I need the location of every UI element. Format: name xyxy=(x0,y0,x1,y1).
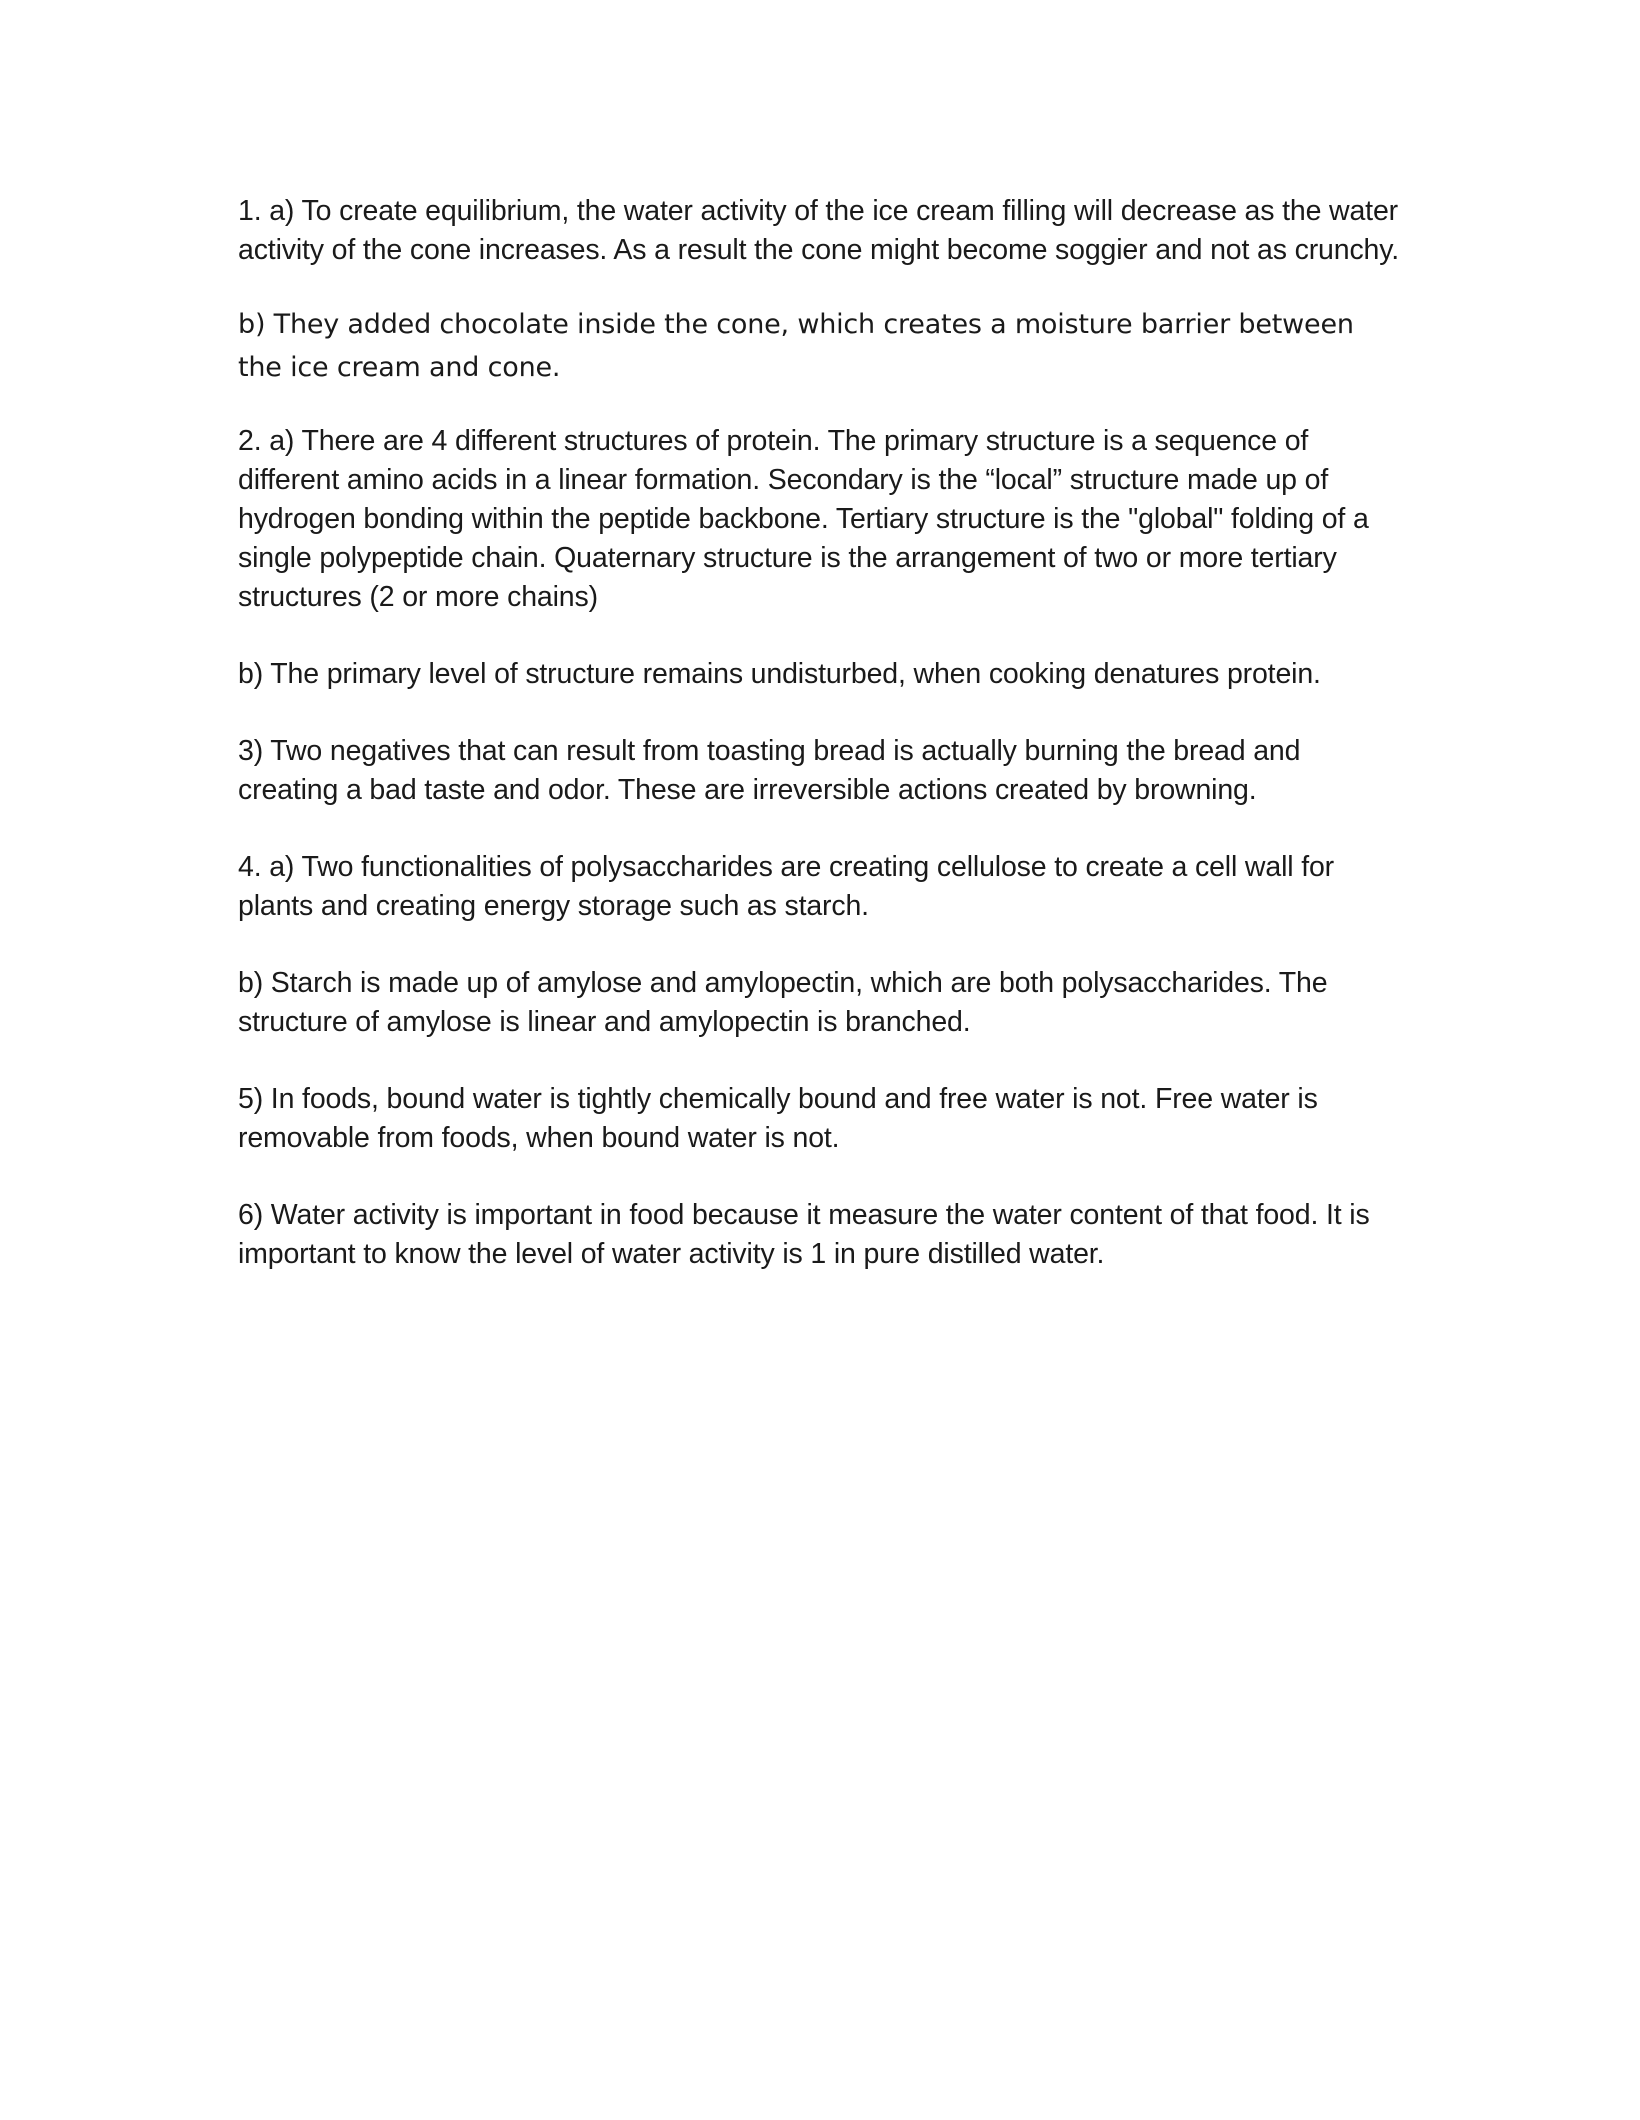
answer-6: 6) Water activity is important in food because it measure the water content of that food. It is important to know the level of water activity is 1 in pure distilled water. xyxy=(238,1199,1370,1270)
answer-2a: 2. a) There are 4 different structures of protein. The primary structure is a sequence of different amino acids in a linear formation. Secondary is the “local” structure made up of hydrogen bonding within the peptide backbone. Tertiary structure is the "global" folding of a single polypeptide chain. Quaternary structure is the arrangement of two or more tertiary structures (2 or more chains) xyxy=(238,425,1369,613)
answer-1a: 1. a) To create equilibrium, the water activity of the ice cream filling will decrease as the water activity of the cone increases. As a result the cone might become soggier and not as crunchy. xyxy=(238,195,1399,266)
answer-2b: b) The primary level of structure remains undisturbed, when cooking denatures protein. xyxy=(238,658,1321,690)
answer-4a: 4. a) Two functionalities of polysaccharides are creating cellulose to create a cell wall for plants and creating energy storage such as starch. xyxy=(238,851,1335,922)
answer-5: 5) In foods, bound water is tightly chemically bound and free water is not. Free water is removable from foods, when bound water is not. xyxy=(238,1083,1318,1154)
answer-1b: b) They added chocolate inside the cone, which creates a moisture barrier between the ice cream and cone. xyxy=(238,309,1354,383)
answer-3: 3) Two negatives that can result from toasting bread is actually burning the bread and creating a bad taste and odor. These are irreversible actions created by browning. xyxy=(238,735,1301,806)
answer-body xyxy=(238,192,1402,1274)
answer-4b: b) Starch is made up of amylose and amylopectin, which are both polysaccharides. The structure of amylose is linear and amylopectin is branched. xyxy=(238,967,1328,1038)
